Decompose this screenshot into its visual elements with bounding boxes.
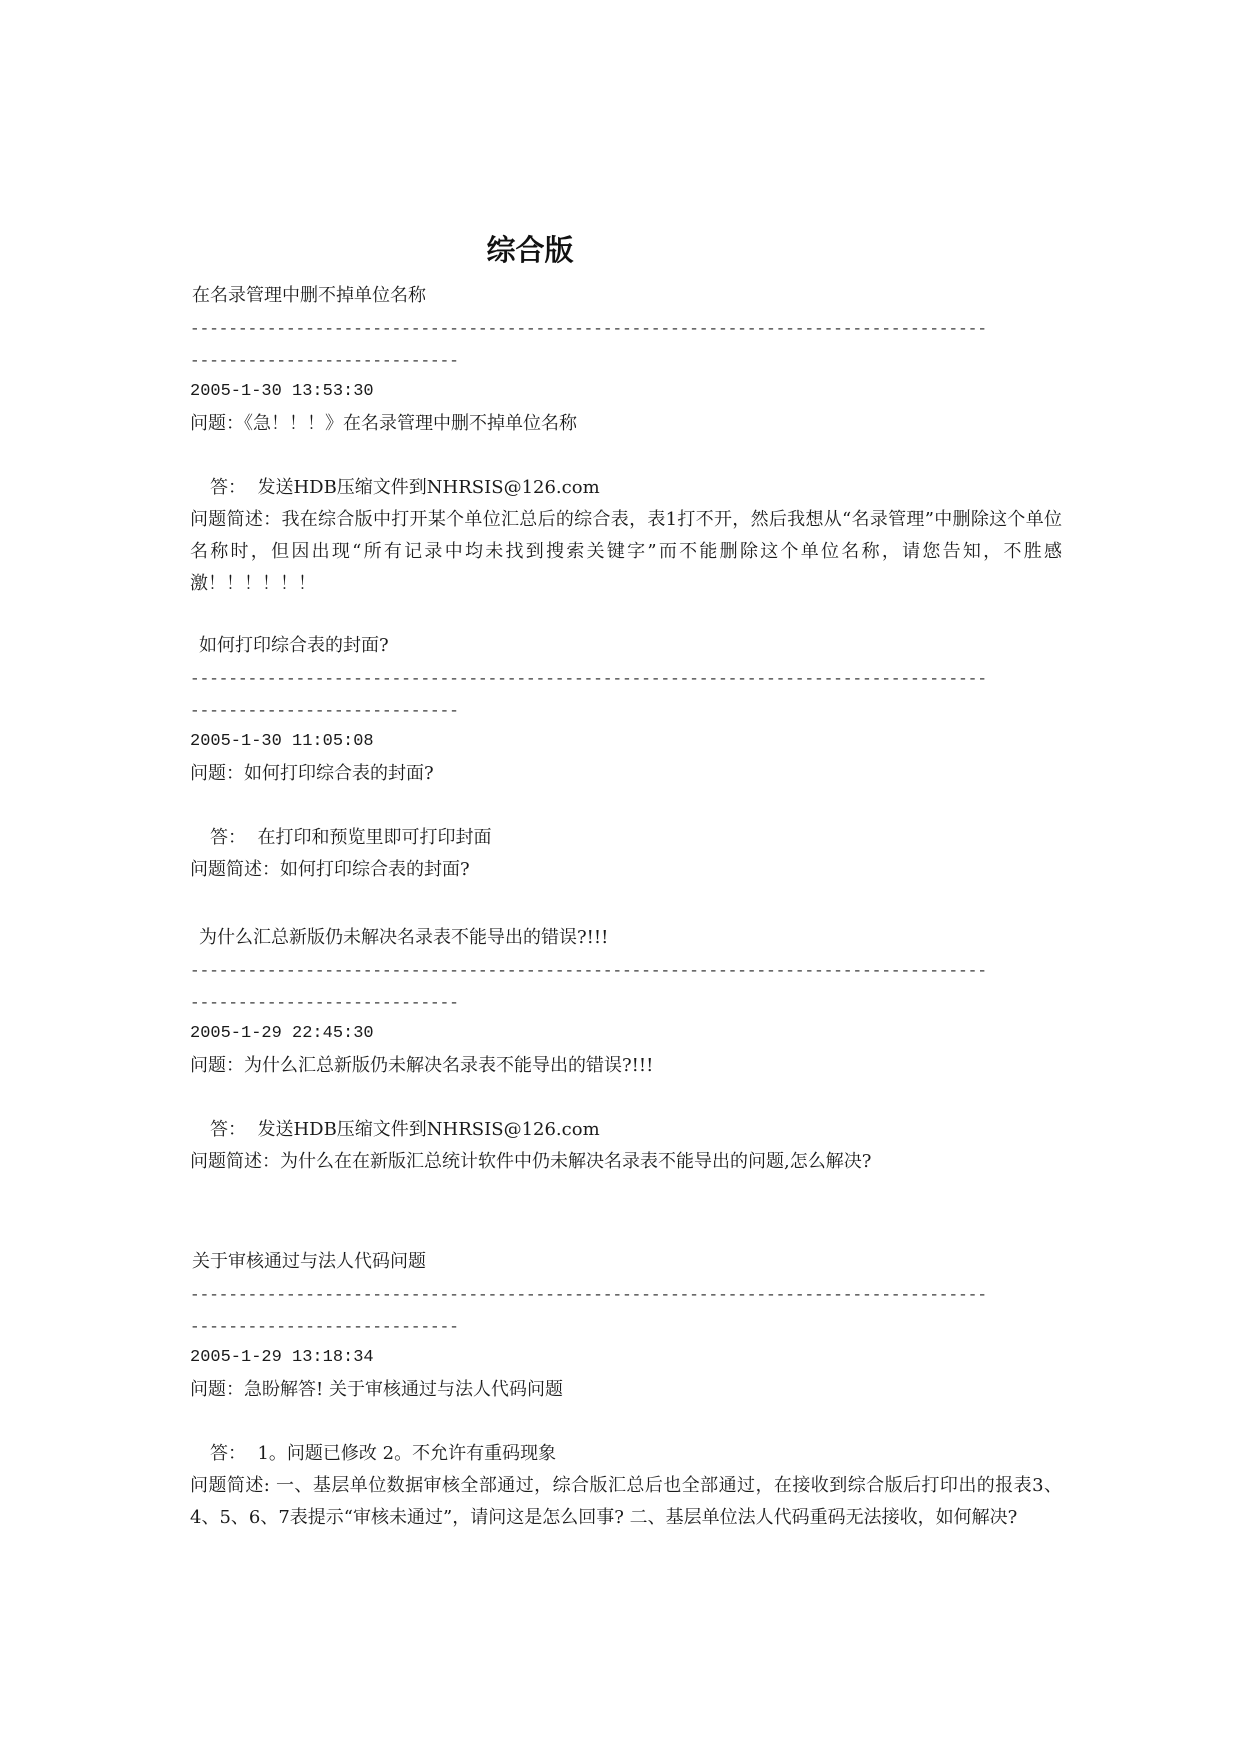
separator-short: ----------------------------	[190, 994, 459, 1012]
faq-entry	[190, 280, 1062, 600]
separator-long: -----------------------------------------------------------------------------------	[190, 320, 987, 338]
entry-answer: 答： 发送HDB压缩文件到NHRSIS@126.com	[210, 1119, 600, 1140]
separator-long: -----------------------------------------------------------------------------------	[190, 670, 987, 688]
entry-question: 问题：《急！！！》在名录管理中删不掉单位名称	[190, 413, 577, 434]
separator	[190, 312, 1062, 344]
entry-answer: 答： 在打印和预览里即可打印封面	[210, 827, 492, 848]
entry-date: 2005-1-29 22:45:30	[190, 1024, 374, 1043]
separator-short: ----------------------------	[190, 352, 459, 370]
separator	[190, 344, 1062, 376]
faq-entry	[190, 1246, 1062, 1534]
entry-summary: 问题简述：我在综合版中打开某个单位汇总后的综合表，表1打不开，然后我想从“名录管理”中删除这个单位名称时，但因出现“所有记录中均未找到搜索关键字”而不能删除这个单位名称，请您告知，不胜感激！！！！！！	[190, 509, 1062, 594]
separator	[190, 1278, 1062, 1310]
entry-question: 问题：为什么汇总新版仍未解决名录表不能导出的错误?!!!	[190, 1055, 654, 1076]
entry-summary: 问题简述: 一、基层单位数据审核全部通过，综合版汇总后也全部通过，在接收到综合版后打印出的报表3、4、5、6、7表提示“审核未通过”，请问这是怎么回事? 二、基层单位法人代码重码无法接收，如何解决?	[190, 1475, 1062, 1528]
entry-answer: 答： 发送HDB压缩文件到NHRSIS@126.com	[210, 477, 600, 498]
separator	[190, 1310, 1062, 1342]
entry-topic: 为什么汇总新版仍未解决名录表不能导出的错误?!!!	[199, 927, 609, 948]
separator	[190, 986, 1062, 1018]
entry-summary: 问题简述：为什么在在新版汇总统计软件中仍未解决名录表不能导出的问题,怎么解决?	[190, 1151, 872, 1172]
separator	[190, 954, 1062, 986]
separator-long: -----------------------------------------------------------------------------------	[190, 1286, 987, 1304]
entry-date: 2005-1-30 11:05:08	[190, 732, 374, 751]
entry-topic: 如何打印综合表的封面?	[199, 635, 389, 656]
separator	[190, 662, 1062, 694]
entry-topic: 在名录管理中删不掉单位名称	[192, 285, 426, 306]
entry-question: 问题：如何打印综合表的封面?	[190, 763, 434, 784]
entry-answer: 答： 1。问题已修改 2。不允许有重码现象	[210, 1443, 557, 1464]
entry-topic: 关于审核通过与法人代码问题	[192, 1251, 426, 1272]
faq-entry	[190, 922, 1062, 1178]
entry-date: 2005-1-30 13:53:30	[190, 382, 374, 401]
entry-summary: 问题简述：如何打印综合表的封面?	[190, 859, 470, 880]
entry-date: 2005-1-29 13:18:34	[190, 1348, 374, 1367]
page-title: 综合版	[486, 233, 574, 267]
separator	[190, 694, 1062, 726]
separator-short: ----------------------------	[190, 702, 459, 720]
separator-long: -----------------------------------------------------------------------------------	[190, 962, 987, 980]
separator-short: ----------------------------	[190, 1318, 459, 1336]
faq-entry	[190, 630, 1062, 886]
entry-question: 问题：急盼解答! 关于审核通过与法人代码问题	[190, 1379, 563, 1400]
